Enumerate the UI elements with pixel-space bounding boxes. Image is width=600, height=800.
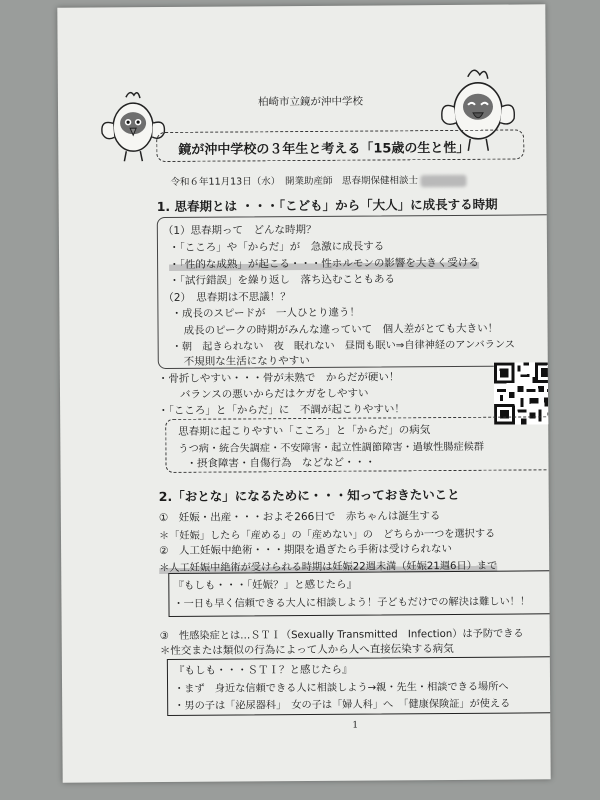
school-name: 柏崎市立鏡が沖中学校	[257, 95, 364, 109]
advice-line: 『もしも・・・ＳＴＩ？と感じたら』	[173, 663, 353, 677]
body-line: ・「こころ」と「からだ」に 不調が起こりやすい！	[158, 403, 405, 418]
page-title: 鏡が沖中学校の３年生と考える「15歳の生と性」	[178, 140, 470, 158]
illness-line: 思春期に起こりやすい「こころ」と「からだ」の病気	[178, 424, 431, 438]
body-line: ＊「妊娠」したら「産める」の「産めない」の どちらか一つを選択する	[158, 528, 496, 543]
page-number: 1	[352, 720, 359, 731]
body-line: ＊性交または類似の行為によって人から人へ直接伝染する病気	[159, 642, 454, 658]
advice-line: ・男の子は「泌尿器科」 女の子は「婦人科」へ 「健康保険証」が使える	[174, 698, 511, 712]
date-line	[170, 172, 467, 189]
body-line: ② 人工妊娠中絶術・・・期限を過ぎたら手術は受けられない	[159, 542, 453, 558]
box-line: ・「試行錯誤」を繰り返し 落ち込むこともある	[169, 273, 395, 287]
body-line: ・骨折しやすい・・・骨が未熟で からだが硬い！	[157, 371, 400, 386]
illness-line: ・摂食障害・自傷行為 などなど・・・	[186, 456, 376, 470]
illness-line: うつ病・統合失調症・不安障害・起立性調節障害・過敏性腸症候群	[178, 441, 485, 455]
section2-heading: 2.「おとな」になるために・・・知っておきたいこと	[158, 486, 460, 505]
body-line: ③ 性感染症とは…ＳＴＩ（Sexually Transmitted Infection）は予防できる	[159, 628, 524, 643]
box-line: （1）思春期って どんな時期？	[162, 223, 317, 237]
body-line: ＊人工妊娠中絶術が受けられる時期は妊娠22週未満（妊娠21週6日）まで	[159, 560, 498, 575]
box-line: 不規則な生活になりやすい	[183, 354, 310, 368]
section1-heading: 1. 思春期とは ・・・「こども」から「大人」に成長する時期	[156, 196, 498, 215]
box-line: ・「こころ」や「からだ」が 急激に成長する	[168, 240, 385, 254]
advice-line: 『もしも・・・「妊娠？」と感じたら』	[173, 578, 358, 592]
box-line: ・成長のスピードが 一人ひとり違う！	[171, 306, 361, 320]
box-line: 成長のピークの時期がみんな違っていて 個人差がとても大きい！	[183, 322, 499, 337]
box-line: ・「性的な成熟」が起こる・・・性ホルモンの影響を大きく受ける	[169, 256, 479, 271]
qr-code-icon	[494, 362, 551, 424]
box-line: ・朝 起きられない 夜 眠れない 昼間も眠い⇒自律神経のアンバランス	[171, 339, 516, 353]
redacted-name	[421, 174, 467, 186]
advice-line: ・一日も早く信頼できる大人に相談しよう！子どもだけでの解決は難しい！！	[173, 596, 531, 610]
advice-line: ・まず 身近な信頼できる人に相談しよう→親・先生・相談できる場所へ	[174, 681, 509, 695]
handout-paper	[57, 4, 550, 782]
body-line: ① 妊娠・出産・・・およそ266日で 赤ちゃんは誕生する	[158, 510, 441, 525]
date-text: 令和６年11月13日（水） 開業助産師 思春期保健相談士	[170, 175, 418, 188]
body-line: バランスの悪いからだはケガをしやすい	[179, 387, 369, 401]
box-line: （2） 思春期は不思議！？	[163, 291, 291, 304]
